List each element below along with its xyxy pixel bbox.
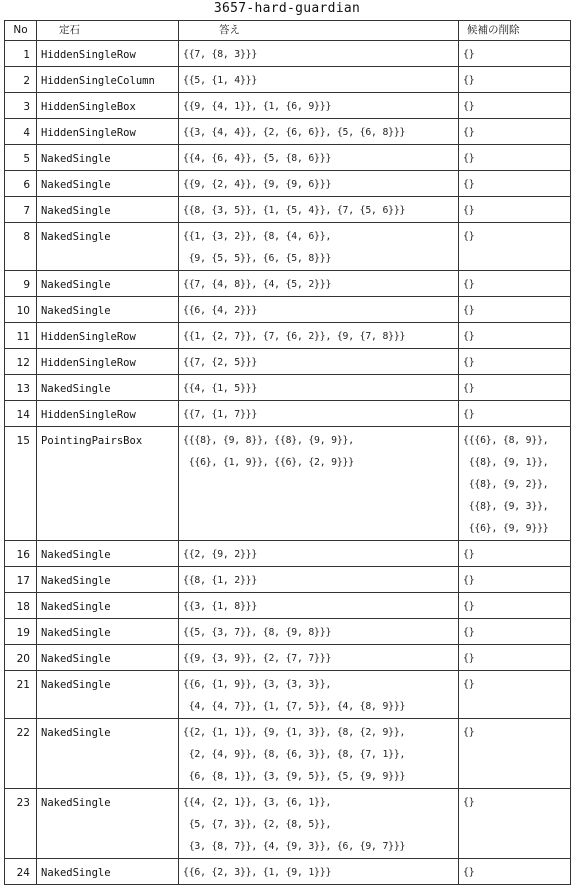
answer-line: {{9, {4, 1}}, {1, {6, 9}}} <box>183 101 332 112</box>
elimination-cell <box>459 401 571 427</box>
technique-cell: NakedSingle <box>37 719 179 789</box>
answer-cell <box>179 67 459 93</box>
answer-line: {2, {4, 9}}, {8, {6, 3}}, {8, {7, 1}}, <box>183 749 406 760</box>
answer-line: {{2, {9, 2}}} <box>183 549 258 560</box>
elimination-cell <box>459 789 571 859</box>
technique-cell: HiddenSingleRow <box>37 323 179 349</box>
answer-cell <box>179 593 459 619</box>
table-row <box>5 593 571 619</box>
answer-line: {{5, {1, 4}}} <box>183 75 258 86</box>
elimination-cell <box>459 271 571 297</box>
table-row <box>5 541 571 567</box>
row-number: 1 <box>5 41 37 67</box>
answer-line: {{2, {1, 1}}, {9, {1, 3}}, {8, {2, 9}}, <box>183 727 406 738</box>
elimination-cell <box>459 593 571 619</box>
answer-line: {{9, {2, 4}}, {9, {9, 6}}} <box>183 179 332 190</box>
row-number: 8 <box>5 223 37 271</box>
table-row <box>5 859 571 885</box>
elimination-line: {{8}, {9, 3}}, <box>463 501 549 512</box>
row-number: 9 <box>5 271 37 297</box>
row-number: 18 <box>5 593 37 619</box>
header-no: No <box>5 21 37 41</box>
answer-cell <box>179 401 459 427</box>
row-number: 3 <box>5 93 37 119</box>
table-row <box>5 145 571 171</box>
answer-line: {{{8}, {9, 8}}, {{8}, {9, 9}}, <box>183 435 354 446</box>
row-number: 10 <box>5 297 37 323</box>
answer-line: {{7, {2, 5}}} <box>183 357 258 368</box>
elimination-cell <box>459 119 571 145</box>
elimination-line: {{8}, {9, 2}}, <box>463 479 549 490</box>
row-number: 6 <box>5 171 37 197</box>
row-number: 20 <box>5 645 37 671</box>
technique-cell: NakedSingle <box>37 541 179 567</box>
header-answer: 答え <box>179 21 459 41</box>
answer-line: {{4, {6, 4}}, {5, {8, 6}}} <box>183 153 332 164</box>
answer-cell <box>179 197 459 223</box>
answer-line: {9, {5, 5}}, {6, {5, 8}}} <box>183 253 332 264</box>
elimination-line: {} <box>463 867 475 878</box>
table-row <box>5 67 571 93</box>
answer-cell <box>179 145 459 171</box>
elimination-line: {} <box>463 383 475 394</box>
elimination-line: {{8}, {9, 1}}, <box>463 457 549 468</box>
answer-line: {{7, {4, 8}}, {4, {5, 2}}} <box>183 279 332 290</box>
answer-line: {{3, {4, 4}}, {2, {6, 6}}, {5, {6, 8}}} <box>183 127 406 138</box>
answer-cell <box>179 119 459 145</box>
answer-cell <box>179 349 459 375</box>
elimination-line: {} <box>463 75 475 86</box>
elimination-cell <box>459 223 571 271</box>
table-row <box>5 323 571 349</box>
row-number: 22 <box>5 719 37 789</box>
row-number: 5 <box>5 145 37 171</box>
row-number: 15 <box>5 427 37 541</box>
answer-line: {{9, {3, 9}}, {2, {7, 7}}} <box>183 653 332 664</box>
answer-line: {{6, {4, 2}}} <box>183 305 258 316</box>
answer-cell <box>179 297 459 323</box>
elimination-cell <box>459 323 571 349</box>
row-number: 17 <box>5 567 37 593</box>
elimination-line: {} <box>463 549 475 560</box>
table-row <box>5 619 571 645</box>
header-row <box>5 21 571 41</box>
answer-line: {3, {8, 7}}, {4, {9, 3}}, {6, {9, 7}}} <box>183 841 406 852</box>
table-row <box>5 401 571 427</box>
elimination-cell <box>459 567 571 593</box>
elimination-line: {} <box>463 49 475 60</box>
page-title: 3657-hard-guardian <box>213 1 361 16</box>
table-row <box>5 119 571 145</box>
answer-cell <box>179 171 459 197</box>
elimination-cell <box>459 171 571 197</box>
row-number: 24 <box>5 859 37 885</box>
elimination-line: {} <box>463 601 475 612</box>
answer-cell <box>179 375 459 401</box>
technique-cell: HiddenSingleColumn <box>37 67 179 93</box>
elimination-cell <box>459 93 571 119</box>
row-number: 21 <box>5 671 37 719</box>
table-row <box>5 427 571 541</box>
elimination-line: {{6}, {9, 9}}} <box>463 523 549 534</box>
elimination-cell <box>459 297 571 323</box>
row-number: 19 <box>5 619 37 645</box>
answer-line: {{8, {1, 2}}} <box>183 575 258 586</box>
answer-line: {{8, {3, 5}}, {1, {5, 4}}, {7, {5, 6}}} <box>183 205 406 216</box>
table-row <box>5 223 571 271</box>
technique-cell: NakedSingle <box>37 271 179 297</box>
elimination-line: {} <box>463 153 475 164</box>
answer-line: {{6}, {1, 9}}, {{6}, {2, 9}}} <box>183 457 354 468</box>
elimination-line: {} <box>463 727 475 738</box>
technique-cell: HiddenSingleBox <box>37 93 179 119</box>
technique-cell: NakedSingle <box>37 375 179 401</box>
answer-line: {6, {8, 1}}, {3, {9, 5}}, {5, {9, 9}}} <box>183 771 406 782</box>
technique-cell: NakedSingle <box>37 145 179 171</box>
table-row <box>5 645 571 671</box>
elimination-cell <box>459 375 571 401</box>
answer-cell <box>179 567 459 593</box>
row-number: 12 <box>5 349 37 375</box>
technique-cell: HiddenSingleRow <box>37 349 179 375</box>
answer-cell <box>179 645 459 671</box>
elimination-cell <box>459 67 571 93</box>
answer-cell <box>179 271 459 297</box>
technique-cell: HiddenSingleRow <box>37 41 179 67</box>
answer-line: {{4, {2, 1}}, {3, {6, 1}}, <box>183 797 332 808</box>
elimination-line: {} <box>463 357 475 368</box>
table-row <box>5 349 571 375</box>
solution-table <box>4 20 571 885</box>
table-row <box>5 719 571 789</box>
row-number: 7 <box>5 197 37 223</box>
row-number: 4 <box>5 119 37 145</box>
elimination-line: {} <box>463 575 475 586</box>
technique-cell: NakedSingle <box>37 223 179 271</box>
answer-cell <box>179 859 459 885</box>
elimination-line: {} <box>463 231 475 242</box>
answer-cell <box>179 541 459 567</box>
elimination-cell <box>459 197 571 223</box>
technique-cell: NakedSingle <box>37 859 179 885</box>
elimination-line: {} <box>463 653 475 664</box>
elimination-line: {} <box>463 179 475 190</box>
answer-line: {{5, {3, 7}}, {8, {9, 8}}} <box>183 627 332 638</box>
elimination-cell <box>459 41 571 67</box>
table-row <box>5 271 571 297</box>
answer-line: {5, {7, 3}}, {2, {8, 5}}, <box>183 819 332 830</box>
technique-cell: NakedSingle <box>37 171 179 197</box>
elimination-line: {} <box>463 205 475 216</box>
technique-cell: NakedSingle <box>37 619 179 645</box>
answer-cell <box>179 619 459 645</box>
technique-cell: HiddenSingleRow <box>37 401 179 427</box>
table-row <box>5 789 571 859</box>
answer-line: {{4, {1, 5}}} <box>183 383 258 394</box>
elimination-cell <box>459 541 571 567</box>
elimination-line: {} <box>463 101 475 112</box>
table-row <box>5 375 571 401</box>
answer-cell <box>179 323 459 349</box>
elimination-line: {} <box>463 409 475 420</box>
row-number: 13 <box>5 375 37 401</box>
technique-cell: NakedSingle <box>37 671 179 719</box>
answer-line: {4, {4, 7}}, {1, {7, 5}}, {4, {8, 9}}} <box>183 701 406 712</box>
row-number: 23 <box>5 789 37 859</box>
row-number: 2 <box>5 67 37 93</box>
answer-cell <box>179 427 459 541</box>
table-row <box>5 567 571 593</box>
answer-cell <box>179 223 459 271</box>
table-row <box>5 297 571 323</box>
technique-cell: NakedSingle <box>37 297 179 323</box>
row-number: 14 <box>5 401 37 427</box>
elimination-cell <box>459 349 571 375</box>
header-elimination: 候補の削除 <box>459 21 571 41</box>
technique-cell: NakedSingle <box>37 645 179 671</box>
technique-cell: HiddenSingleRow <box>37 119 179 145</box>
row-number: 16 <box>5 541 37 567</box>
table-row <box>5 41 571 67</box>
header-technique: 定石 <box>37 21 179 41</box>
answer-line: {{6, {1, 9}}, {3, {3, 3}}, <box>183 679 332 690</box>
elimination-cell <box>459 719 571 789</box>
elimination-cell <box>459 145 571 171</box>
answer-line: {{1, {2, 7}}, {7, {6, 2}}, {9, {7, 8}}} <box>183 331 406 342</box>
answer-cell <box>179 41 459 67</box>
row-number: 11 <box>5 323 37 349</box>
answer-line: {{6, {2, 3}}, {1, {9, 1}}} <box>183 867 332 878</box>
answer-line: {{1, {3, 2}}, {8, {4, 6}}, <box>183 231 332 242</box>
answer-cell <box>179 93 459 119</box>
elimination-cell <box>459 671 571 719</box>
answer-cell <box>179 789 459 859</box>
answer-line: {{3, {1, 8}}} <box>183 601 258 612</box>
answer-cell <box>179 671 459 719</box>
elimination-line: {} <box>463 627 475 638</box>
technique-cell: NakedSingle <box>37 567 179 593</box>
answer-cell <box>179 719 459 789</box>
answer-line: {{7, {8, 3}}} <box>183 49 258 60</box>
elimination-cell <box>459 619 571 645</box>
technique-cell: NakedSingle <box>37 593 179 619</box>
elimination-line: {} <box>463 127 475 138</box>
technique-cell: PointingPairsBox <box>37 427 179 541</box>
elimination-line: {{{6}, {8, 9}}, <box>463 435 549 446</box>
table-row <box>5 197 571 223</box>
table-row <box>5 671 571 719</box>
elimination-line: {} <box>463 331 475 342</box>
table-row <box>5 93 571 119</box>
answer-line: {{7, {1, 7}}} <box>183 409 258 420</box>
technique-cell: NakedSingle <box>37 197 179 223</box>
elimination-cell <box>459 645 571 671</box>
elimination-line: {} <box>463 279 475 290</box>
elimination-line: {} <box>463 305 475 316</box>
table-row <box>5 171 571 197</box>
elimination-cell <box>459 859 571 885</box>
elimination-cell <box>459 427 571 541</box>
elimination-line: {} <box>463 797 475 808</box>
technique-cell: NakedSingle <box>37 789 179 859</box>
elimination-line: {} <box>463 679 475 690</box>
